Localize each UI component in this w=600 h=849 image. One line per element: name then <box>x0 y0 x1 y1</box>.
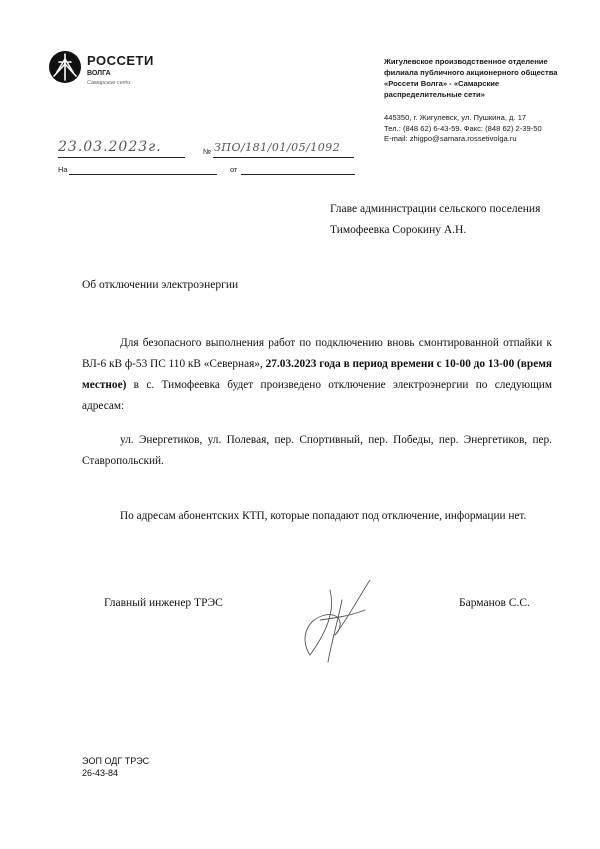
organization-line: «Россети Волга» - «Самарские <box>384 79 500 88</box>
subject: Об отключении электроэнергии <box>82 279 239 291</box>
document-number: ЗПО/181/01/05/1092 <box>214 141 341 154</box>
organization-line: филиала публичного акционерного общества <box>384 68 558 77</box>
email: E-mail: zhigpo@samara.rossetivolga.ru <box>384 134 517 143</box>
phone-fax: Тел.: (848 62) 6-43-59. Факс: (848 62) 2-39-50 <box>384 123 542 133</box>
rosseti-logo-icon <box>48 50 82 84</box>
number-label: № <box>203 147 212 156</box>
body-paragraph-1 <box>82 333 552 417</box>
organization-line: Жигулевское производственное отделение <box>384 57 548 66</box>
footer <box>82 755 149 779</box>
document-date: 23.03.2023г. <box>58 139 162 155</box>
brand-name: РОССЕТИ <box>87 53 154 68</box>
organization-name <box>384 56 574 100</box>
addressee-line: Тимофеевка Сорокину А.Н. <box>330 224 467 236</box>
brand-region: ВОЛГА <box>87 70 111 77</box>
signatory-position: Главный инженер ТРЭС <box>104 597 223 609</box>
signatory-name: Барманов С.С. <box>459 597 530 609</box>
footer-phone: 26-43-84 <box>82 768 119 778</box>
addressee <box>330 199 540 241</box>
address: 445350, г. Жигулевск, ул. Пушкина, д. 17 <box>384 113 527 122</box>
date-underline <box>58 157 185 158</box>
on-label: На <box>58 165 68 174</box>
body-paragraph-3: По адресам абонентских КТП, которые попадают под отключение, информации нет. <box>120 510 527 522</box>
addressee-line: Главе администрации сельского поселения <box>330 203 541 215</box>
number-underline <box>213 157 354 158</box>
body-text: Для безопасного выполнения работ по подключению вновь смонтированной отпайки к ВЛ-6 кВ ф-53 ПС 110 кВ «Северная», <box>82 337 552 370</box>
brand-subsidiary: Самарские сети <box>87 80 131 86</box>
on-underline <box>69 174 217 175</box>
body-bold-text: 27.03.2023 года в период времени с 10-00 до 13-00 (время местное) <box>82 358 553 391</box>
organization-line: распределительные сети» <box>384 90 485 99</box>
body-paragraph-2: ул. Энергетиков, ул. Полевая, пер. Спортивный, пер. Победы, пер. Энергетиков, пер. Ставропольский. <box>82 434 552 467</box>
body-text: в с. Тимофеевка будет произведено отключение электроэнергии по следующим адресам: <box>82 379 552 412</box>
from-label: от <box>230 165 238 174</box>
handwritten-signature-icon <box>280 570 390 670</box>
from-underline <box>241 174 355 175</box>
footer-department: ЭОП ОДГ ТРЭС <box>82 756 150 766</box>
organization-contacts <box>384 113 584 145</box>
